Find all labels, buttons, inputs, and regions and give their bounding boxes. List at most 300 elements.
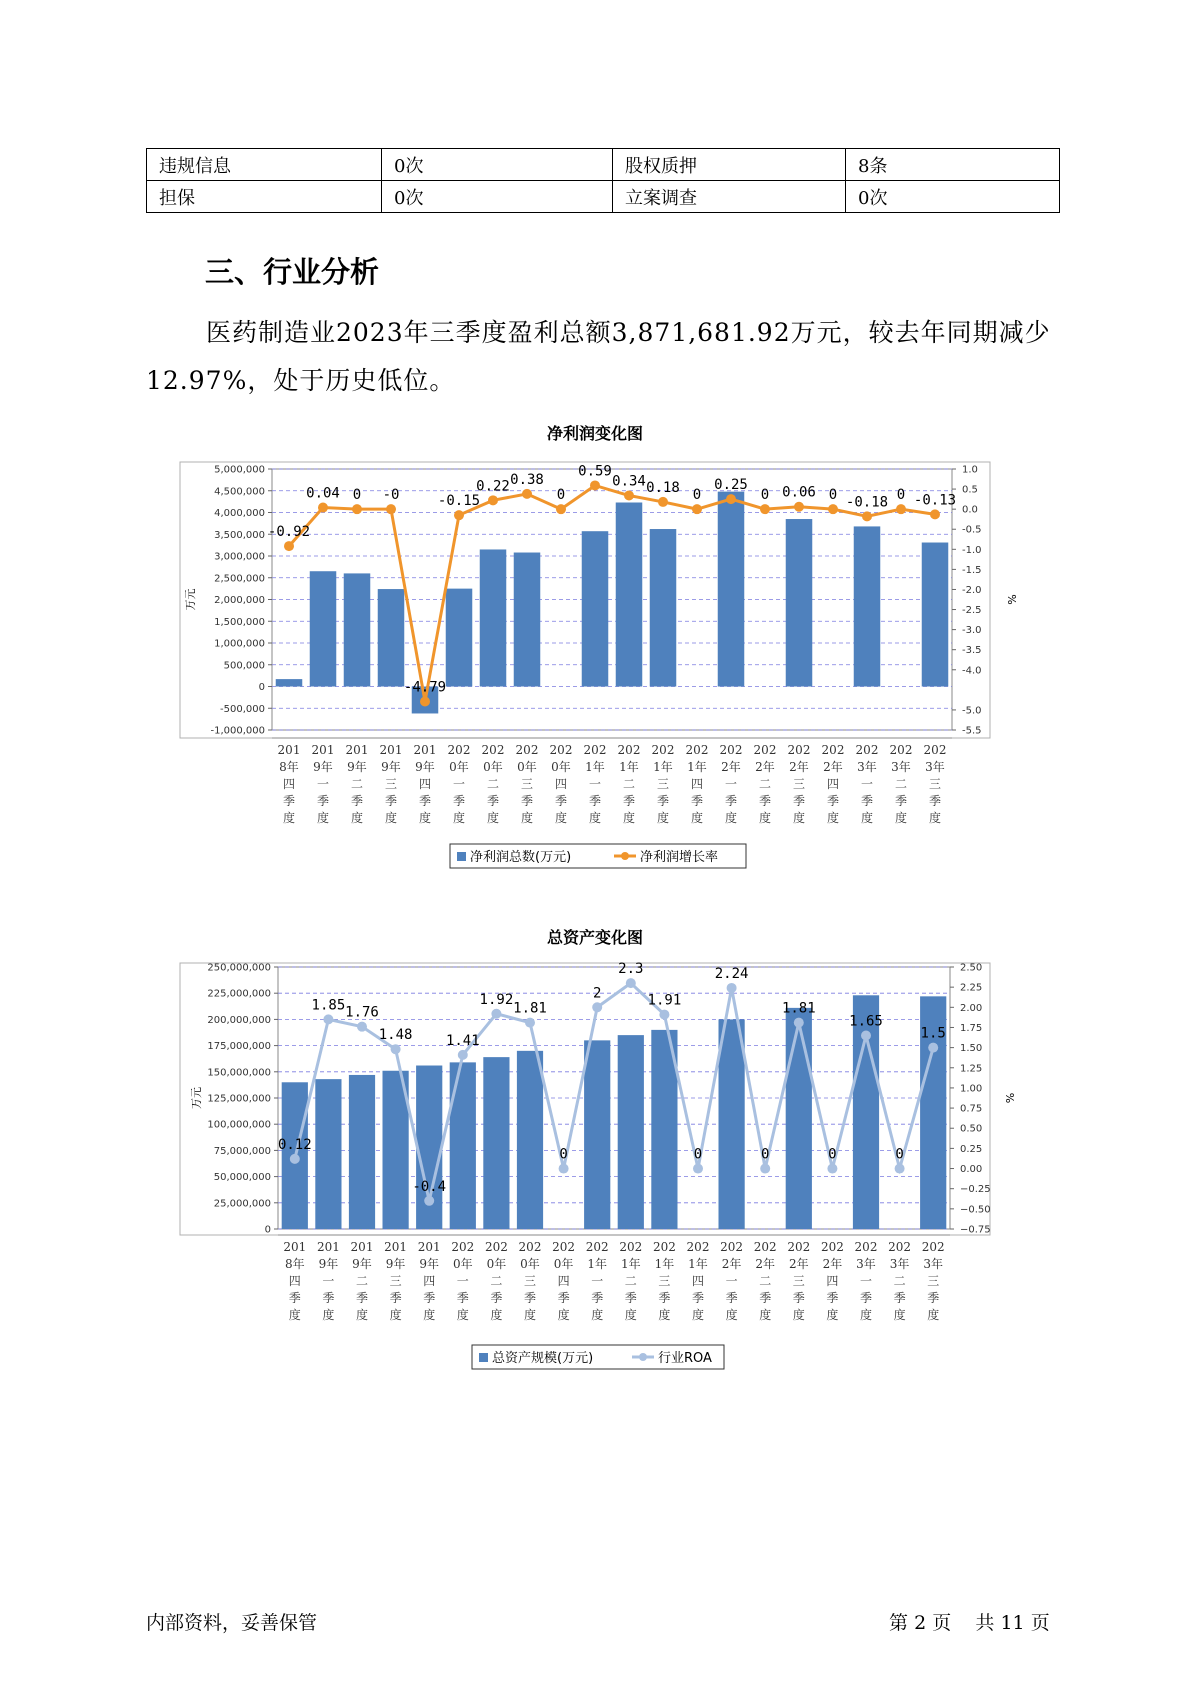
data-label: 2: [592, 985, 602, 1002]
x-tick-label: 201: [316, 1240, 340, 1254]
bar: [310, 571, 337, 686]
x-tick-label: 度: [520, 811, 534, 825]
x-tick-label: 三: [792, 1274, 805, 1288]
data-label: 1.81: [513, 1000, 547, 1017]
y2-tick-label: −0.75: [960, 1224, 991, 1236]
line-point: [726, 494, 736, 504]
x-tick-label: 季: [792, 794, 806, 808]
y-tick-label: 0: [264, 1224, 271, 1236]
line-point: [861, 1031, 871, 1041]
x-tick-label: 201: [345, 743, 369, 757]
table-cell: 股权质押: [613, 149, 846, 181]
net-profit-chart: [0, 420, 1191, 880]
x-tick-label: 度: [557, 1308, 570, 1322]
data-label: 1.41: [445, 1032, 480, 1049]
x-tick-label: 一: [456, 1274, 469, 1288]
bar: [718, 1019, 744, 1229]
x-tick-label: 四: [418, 777, 432, 791]
y2-tick-label: 0.5: [962, 484, 978, 496]
x-tick-label: 2年: [721, 1257, 742, 1271]
x-tick-label: 季: [452, 794, 466, 808]
data-label: 1.91: [647, 992, 682, 1009]
data-label: -0.13: [913, 492, 957, 509]
x-tick-label: 度: [322, 1308, 335, 1322]
y-tick-label: 50,000,000: [213, 1172, 271, 1184]
line-point: [488, 495, 498, 505]
x-tick-label: 201: [277, 743, 301, 757]
bar: [483, 1057, 509, 1229]
y-tick-label: 2,500,000: [214, 573, 265, 585]
x-tick-label: 202: [481, 743, 505, 757]
line-point: [458, 1050, 468, 1060]
footer-note: 内部资料，妥善保管: [146, 1612, 318, 1634]
x-tick-label: 季: [724, 794, 738, 808]
x-tick-label: 度: [826, 811, 840, 825]
line-point: [290, 1154, 300, 1164]
line-point: [522, 489, 532, 499]
x-tick-label: 201: [350, 1240, 374, 1254]
x-tick-label: 季: [658, 1291, 671, 1305]
y-tick-label: 5,000,000: [214, 464, 265, 476]
y-tick-label: 225,000,000: [207, 988, 271, 1000]
x-tick-label: 9年: [415, 760, 435, 774]
x-tick-label: 度: [554, 811, 568, 825]
page-prefix: 第: [889, 1612, 909, 1634]
x-tick-label: 202: [619, 1240, 643, 1254]
x-tick-label: 度: [893, 1308, 906, 1322]
line-point: [626, 978, 636, 988]
total-prefix: 共: [975, 1612, 995, 1634]
data-label: 0.25: [714, 477, 748, 494]
x-tick-label: 一: [859, 1274, 873, 1288]
line-point: [658, 497, 668, 507]
x-tick-label: 3年: [925, 760, 945, 774]
table-cell: 0次: [846, 181, 1060, 213]
x-tick-label: 二: [486, 777, 500, 791]
x-tick-label: 202: [820, 1240, 844, 1254]
y2-tick-label: -1.5: [962, 564, 982, 576]
legend-line-marker: [639, 1353, 647, 1361]
x-tick-label: 202: [854, 1240, 878, 1254]
x-tick-label: 三: [656, 777, 670, 791]
x-tick-label: 季: [350, 794, 364, 808]
x-tick-label: 2年: [755, 1257, 776, 1271]
info-table: [146, 148, 1060, 213]
x-tick-label: 度: [389, 1308, 402, 1322]
x-tick-label: 季: [355, 1291, 369, 1305]
x-tick-label: 度: [384, 811, 398, 825]
x-tick-label: 二: [624, 1274, 637, 1288]
data-label: 0.38: [510, 471, 544, 488]
line-point: [760, 504, 770, 514]
x-tick-label: 202: [585, 1240, 609, 1254]
table-row: [147, 181, 1060, 213]
bar: [618, 1035, 644, 1229]
line-point: [525, 1018, 535, 1028]
y2-tick-label: -4.0: [962, 665, 982, 677]
x-tick-label: 度: [928, 811, 942, 825]
data-label: 0.06: [782, 484, 816, 501]
line-point: [928, 1043, 938, 1053]
line-point: [420, 696, 430, 706]
x-tick-label: 3年: [857, 760, 877, 774]
x-tick-label: 季: [588, 794, 602, 808]
data-label: 0: [895, 1146, 904, 1163]
x-tick-label: 1年: [585, 760, 605, 774]
line-point: [760, 1164, 770, 1174]
x-tick-label: 度: [423, 1308, 436, 1322]
data-label: 0.04: [306, 485, 340, 502]
line-point: [284, 541, 294, 551]
x-tick-label: 季: [557, 1291, 570, 1305]
data-label: 2.3: [618, 961, 644, 978]
y-tick-label: 25,000,000: [213, 1198, 271, 1210]
x-tick-label: 9年: [381, 760, 401, 774]
line-point: [896, 504, 906, 514]
y2-tick-label: 1.50: [960, 1043, 983, 1055]
data-label: 1.85: [311, 997, 346, 1014]
y2-tick-label: 0.0: [962, 504, 978, 516]
data-label: -0.4: [412, 1178, 447, 1195]
analysis-paragraph: 医药制造业2023年三季度盈利总额3,871,681.92万元，较去年同期减少12.97%，处于历史低位。: [146, 318, 1051, 395]
x-tick-label: 9年: [347, 760, 367, 774]
line-point: [323, 1014, 333, 1024]
line-point: [556, 504, 566, 514]
x-tick-label: 季: [792, 1291, 805, 1305]
x-tick-label: 一: [316, 777, 330, 791]
y2-tick-label: −0.50: [960, 1204, 991, 1216]
y2-tick-label: -5.0: [962, 705, 982, 717]
x-tick-label: 四: [282, 777, 296, 791]
x-tick-label: 度: [350, 811, 364, 825]
x-tick-label: 度: [486, 811, 500, 825]
bar: [349, 1075, 375, 1229]
legend-bar-swatch: [479, 1353, 488, 1362]
line-point: [692, 504, 702, 514]
data-label: 1.5: [920, 1025, 946, 1042]
x-tick-label: 0年: [452, 1257, 473, 1271]
data-label: 0.34: [612, 473, 646, 490]
chart-title: 净利润变化图: [546, 424, 644, 443]
y-tick-label: 125,000,000: [207, 1093, 271, 1105]
bar: [276, 679, 303, 686]
x-tick-label: 季: [418, 794, 432, 808]
line-point: [352, 504, 362, 514]
y2-tick-label: 1.0: [962, 464, 978, 476]
y2-tick-label: 0.50: [960, 1123, 983, 1135]
line-point: [794, 502, 804, 512]
x-tick-label: 2年: [755, 760, 775, 774]
x-tick-label: 度: [622, 811, 636, 825]
x-tick-label: 二: [622, 777, 636, 791]
y2-tick-label: -1.0: [962, 544, 982, 556]
x-tick-label: 202: [889, 743, 913, 757]
x-tick-label: 季: [691, 1291, 705, 1305]
x-tick-label: 9年: [318, 1257, 339, 1271]
x-tick-label: 三: [927, 1274, 940, 1288]
bar: [650, 529, 677, 686]
x-tick-label: 201: [311, 743, 335, 757]
y-tick-label: -1,000,000: [210, 725, 265, 737]
x-tick-label: 202: [451, 1240, 475, 1254]
table-cell: 8条: [846, 149, 1060, 181]
x-tick-label: 202: [888, 1240, 912, 1254]
x-tick-label: 1年: [619, 760, 639, 774]
x-tick-label: 202: [515, 743, 539, 757]
page-indicator: [889, 1608, 1050, 1635]
data-label: 0.22: [476, 478, 510, 495]
x-tick-label: 度: [759, 1308, 772, 1322]
y2-tick-label: -0.5: [962, 524, 982, 536]
x-tick-label: 3年: [923, 1257, 944, 1271]
x-tick-label: 202: [685, 743, 709, 757]
section-heading: 三、行业分析: [205, 255, 380, 289]
y-tick-label: 100,000,000: [207, 1119, 271, 1131]
data-label: 2.24: [714, 965, 749, 982]
x-tick-label: 三: [523, 1274, 537, 1288]
x-tick-label: 202: [552, 1240, 576, 1254]
y-tick-label: 75,000,000: [213, 1145, 271, 1157]
x-tick-label: 1年: [687, 760, 707, 774]
table-cell: 0次: [382, 181, 613, 213]
y2-tick-label: −0.25: [960, 1184, 991, 1196]
line-point: [693, 1164, 703, 1174]
x-tick-label: 度: [658, 1308, 671, 1322]
x-tick-label: 2年: [823, 760, 843, 774]
x-tick-label: 季: [622, 794, 636, 808]
x-tick-label: 二: [758, 777, 772, 791]
data-label: 0: [692, 487, 702, 504]
bar: [446, 589, 473, 687]
x-tick-label: 9年: [385, 1257, 406, 1271]
line-point: [357, 1022, 367, 1032]
line-point: [318, 503, 328, 513]
bar: [786, 519, 813, 686]
total-pages: 11: [1000, 1612, 1025, 1634]
x-tick-label: 0年: [520, 1257, 540, 1271]
x-tick-label: 四: [691, 1274, 705, 1288]
page-unit: 页: [932, 1612, 952, 1634]
data-label: 0: [556, 487, 566, 504]
x-tick-label: 201: [417, 1240, 441, 1254]
x-tick-label: 度: [927, 1308, 940, 1322]
line-point: [491, 1009, 501, 1019]
x-tick-label: 二: [759, 1274, 772, 1288]
bar: [450, 1062, 476, 1229]
x-tick-label: 二: [350, 777, 364, 791]
bar: [616, 502, 643, 686]
x-tick-label: 202: [719, 743, 743, 757]
x-tick-label: 9年: [352, 1257, 372, 1271]
x-tick-label: 度: [490, 1308, 503, 1322]
x-tick-label: 季: [490, 1291, 503, 1305]
x-tick-label: 三: [658, 1274, 671, 1288]
page-number: 2: [914, 1612, 927, 1634]
x-tick-label: 度: [316, 811, 330, 825]
x-tick-label: 度: [456, 1308, 469, 1322]
bar: [378, 589, 405, 686]
y-tick-label: 0: [258, 682, 265, 693]
x-tick-label: 202: [583, 743, 607, 757]
x-tick-label: 度: [288, 1308, 301, 1322]
line-point: [727, 983, 737, 993]
chart-title: 总资产变化图: [546, 928, 644, 947]
x-tick-label: 度: [624, 1308, 637, 1322]
table-row: [147, 149, 1060, 181]
legend-line-label: 行业ROA: [658, 1351, 712, 1366]
x-tick-label: 季: [520, 794, 534, 808]
x-tick-label: 9年: [313, 760, 333, 774]
x-tick-label: 8年: [284, 1257, 305, 1271]
x-tick-label: 0年: [553, 1257, 574, 1271]
x-tick-label: 一: [591, 1274, 604, 1288]
x-tick-label: 1年: [620, 1257, 641, 1271]
x-tick-label: 四: [826, 1274, 839, 1288]
x-tick-label: 季: [690, 794, 704, 808]
x-tick-label: 二: [893, 1274, 906, 1288]
y-axis-label: 万元: [184, 588, 197, 611]
x-tick-label: 季: [859, 1291, 873, 1305]
y2-tick-label: 1.25: [960, 1063, 983, 1075]
bar: [854, 526, 881, 686]
x-tick-label: 季: [282, 794, 296, 808]
line-point: [386, 504, 396, 514]
table-cell: 0次: [382, 149, 613, 181]
y2-tick-label: -5.5: [962, 725, 982, 737]
x-tick-label: 3年: [889, 1257, 910, 1271]
x-tick-label: 202: [484, 1240, 508, 1254]
x-tick-label: 202: [549, 743, 573, 757]
y-tick-label: 3,500,000: [214, 529, 265, 541]
x-tick-label: 0年: [486, 1257, 507, 1271]
x-tick-label: 1年: [587, 1257, 608, 1271]
data-label: 0: [352, 487, 362, 504]
x-tick-label: 季: [554, 794, 568, 808]
x-tick-label: 度: [792, 1308, 805, 1322]
x-tick-label: 度: [724, 811, 738, 825]
line-point: [624, 491, 634, 501]
x-tick-label: 一: [724, 777, 738, 791]
y-tick-label: 175,000,000: [207, 1041, 271, 1053]
data-label: -0: [382, 487, 400, 504]
x-tick-label: 1年: [688, 1257, 708, 1271]
line-point: [862, 511, 872, 521]
x-tick-label: 三: [520, 777, 534, 791]
x-tick-label: 度: [355, 1308, 369, 1322]
table-cell: 立案调查: [613, 181, 846, 213]
legend-bar-label: 总资产规模(万元): [492, 1351, 594, 1366]
x-tick-label: 度: [860, 811, 874, 825]
bar: [582, 531, 609, 686]
x-tick-label: 2年: [721, 760, 741, 774]
x-tick-label: 201: [379, 743, 403, 757]
y-tick-label: 4,000,000: [214, 508, 265, 519]
x-tick-label: 四: [554, 777, 568, 791]
bar: [517, 1051, 543, 1229]
data-label: 0: [693, 1146, 703, 1163]
y-tick-label: 200,000,000: [207, 1014, 271, 1026]
x-tick-label: 202: [821, 743, 845, 757]
x-tick-label: 8年: [279, 760, 299, 774]
data-label: 1.48: [378, 1027, 413, 1044]
x-tick-label: 0年: [517, 760, 537, 774]
x-tick-label: 0年: [483, 760, 503, 774]
x-tick-label: 202: [651, 743, 675, 757]
x-tick-label: 季: [656, 794, 670, 808]
x-tick-label: 201: [384, 1240, 408, 1254]
x-tick-label: 一: [860, 777, 874, 791]
table-cell: 担保: [147, 181, 382, 213]
x-tick-label: 季: [624, 1291, 637, 1305]
y2-axis-label: %: [1005, 594, 1018, 605]
data-label: 0: [559, 1146, 568, 1163]
x-tick-label: 0年: [449, 760, 469, 774]
bar: [718, 492, 745, 687]
bar: [315, 1079, 341, 1229]
x-tick-label: 四: [690, 777, 704, 791]
x-tick-label: 一: [588, 777, 602, 791]
data-label: 1.81: [781, 1000, 816, 1017]
line-point: [827, 1164, 837, 1174]
x-tick-label: 季: [384, 794, 398, 808]
bar: [584, 1040, 610, 1229]
x-tick-label: 度: [591, 1308, 604, 1322]
x-tick-label: 202: [447, 743, 471, 757]
data-label: 0: [760, 487, 770, 504]
line-point: [659, 1010, 669, 1020]
y2-tick-label: 1.00: [960, 1083, 983, 1095]
x-tick-label: 202: [923, 743, 947, 757]
x-tick-label: 二: [894, 777, 908, 791]
x-tick-label: 四: [557, 1274, 570, 1288]
legend-bar-swatch: [457, 852, 466, 861]
y-tick-label: 1,500,000: [214, 616, 265, 628]
x-tick-label: 3年: [856, 1257, 876, 1271]
x-tick-label: 度: [859, 1308, 873, 1322]
table-cell: 违规信息: [147, 149, 382, 181]
bar: [514, 553, 541, 687]
data-label: 0.59: [578, 463, 612, 480]
bar: [344, 573, 371, 686]
x-tick-label: 季: [591, 1291, 604, 1305]
x-tick-label: 季: [893, 1291, 906, 1305]
x-tick-label: 季: [826, 794, 840, 808]
data-label: 1.65: [849, 1013, 883, 1030]
x-tick-label: 季: [725, 1291, 738, 1305]
x-tick-label: 202: [652, 1240, 676, 1254]
x-tick-label: 度: [725, 1308, 738, 1322]
legend-bar-label: 净利润总数(万元): [470, 850, 572, 865]
y2-tick-label: 2.50: [960, 962, 983, 974]
data-label: -4.79: [403, 679, 447, 696]
x-tick-label: 度: [523, 1308, 537, 1322]
bar: [922, 543, 949, 687]
y2-tick-label: 1.75: [960, 1022, 983, 1034]
x-tick-label: 2年: [822, 1257, 843, 1271]
x-tick-label: 一: [452, 777, 466, 791]
x-tick-label: 三: [389, 1274, 402, 1288]
data-label: 0: [828, 1146, 837, 1163]
y2-tick-label: 0.25: [960, 1143, 983, 1155]
x-tick-label: 三: [792, 777, 806, 791]
y-tick-label: 3,000,000: [214, 551, 265, 563]
x-tick-label: 度: [452, 811, 466, 825]
x-tick-label: 度: [691, 1308, 705, 1322]
x-tick-label: 度: [282, 811, 296, 825]
x-tick-label: 度: [690, 811, 704, 825]
line-point: [930, 509, 940, 519]
legend-line-label: 净利润增长率: [640, 850, 719, 865]
